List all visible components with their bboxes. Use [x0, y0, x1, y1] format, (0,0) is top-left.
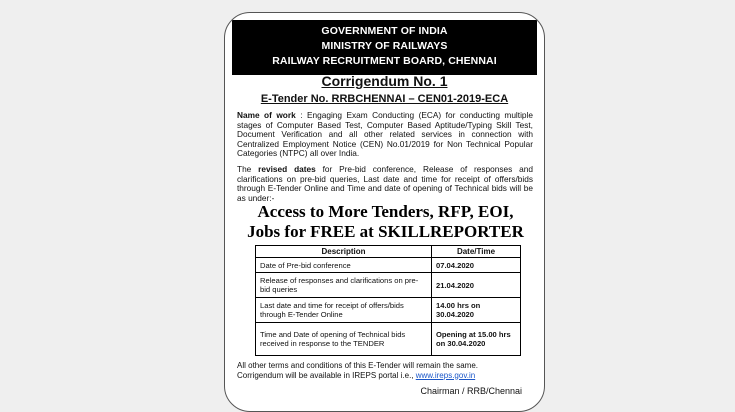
signature: Chairman / RRB/Chennai: [420, 386, 522, 396]
notice-document: [224, 12, 545, 412]
row-description: Last date and time for receipt of offers/bids through E-Tender Online: [256, 298, 432, 323]
name-of-work-label: Name of work: [237, 110, 296, 120]
row-date: 07.04.2020: [432, 258, 521, 273]
row-description: Release of responses and clarifications on pre-bid queries: [256, 273, 432, 298]
column-header-description: Description: [256, 246, 432, 258]
row-date: Opening at 15.00 hrs on 30.04.2020: [432, 323, 521, 356]
revised-text: for Pre-bid conference, Release of responses and clarifications on pre-bid queries, Last date and time for receipt of offers/bids through E-Tender Online and Time and date of opening of Technical bids will be as under:-: [237, 164, 533, 203]
row-description: Date of Pre-bid conference: [256, 258, 432, 273]
column-header-date-time: Date/Time: [432, 246, 521, 258]
watermark-line-2: Jobs for FREE at SKILLREPORTER: [247, 221, 524, 241]
revised-prefix: The: [237, 164, 259, 174]
footer-availability-line: [237, 371, 533, 381]
revised-dates-paragraph: [237, 165, 533, 203]
revised-dates-bold: revised dates: [258, 164, 316, 174]
name-of-work-paragraph: [237, 111, 533, 159]
etender-number: E-Tender No. RRBCHENNAI – CEN01-2019-ECA: [260, 93, 509, 105]
table-row: [256, 298, 521, 323]
table-row: [256, 323, 521, 356]
revised-dates-table: [255, 245, 521, 356]
footer-availability-text: Corrigendum will be available in IREPS portal i.e.,: [237, 370, 416, 380]
corrigendum-title: Corrigendum No. 1: [321, 73, 448, 89]
footer-notes: [237, 361, 533, 380]
table-row: [256, 258, 521, 273]
header-line-board: RAILWAY RECRUITMENT BOARD, CHENNAI: [272, 55, 497, 67]
row-date: 21.04.2020: [432, 273, 521, 298]
row-description: Time and Date of opening of Technical bids received in response to the TENDER: [256, 323, 432, 356]
watermark-overlay: [227, 202, 544, 241]
footer-terms-line: All other terms and conditions of this E-Tender will remain the same.: [237, 361, 478, 370]
header-line-ministry: MINISTRY OF RAILWAYS: [321, 40, 448, 52]
watermark-line-1: Access to More Tenders, RFP, EOI,: [257, 202, 514, 221]
table-header-row: [256, 246, 521, 258]
header-banner: [232, 20, 537, 75]
table-row: [256, 273, 521, 298]
row-date: 14.00 hrs on 30.04.2020: [432, 298, 521, 323]
header-line-government: GOVERNMENT OF INDIA: [321, 25, 448, 37]
name-of-work-text: : Engaging Exam Conducting (ECA) for conducting multiple stages of Computer Based Test, Computer Based Aptitude/Typing Skill Test, Document Verification and all other related services in connection with Centralized Employment Notice (CEN) No.01/2019 for Non Technical Popular Categories (NTPC) all over India.: [237, 110, 533, 159]
ireps-portal-link[interactable]: www.ireps.gov.in: [415, 370, 476, 380]
